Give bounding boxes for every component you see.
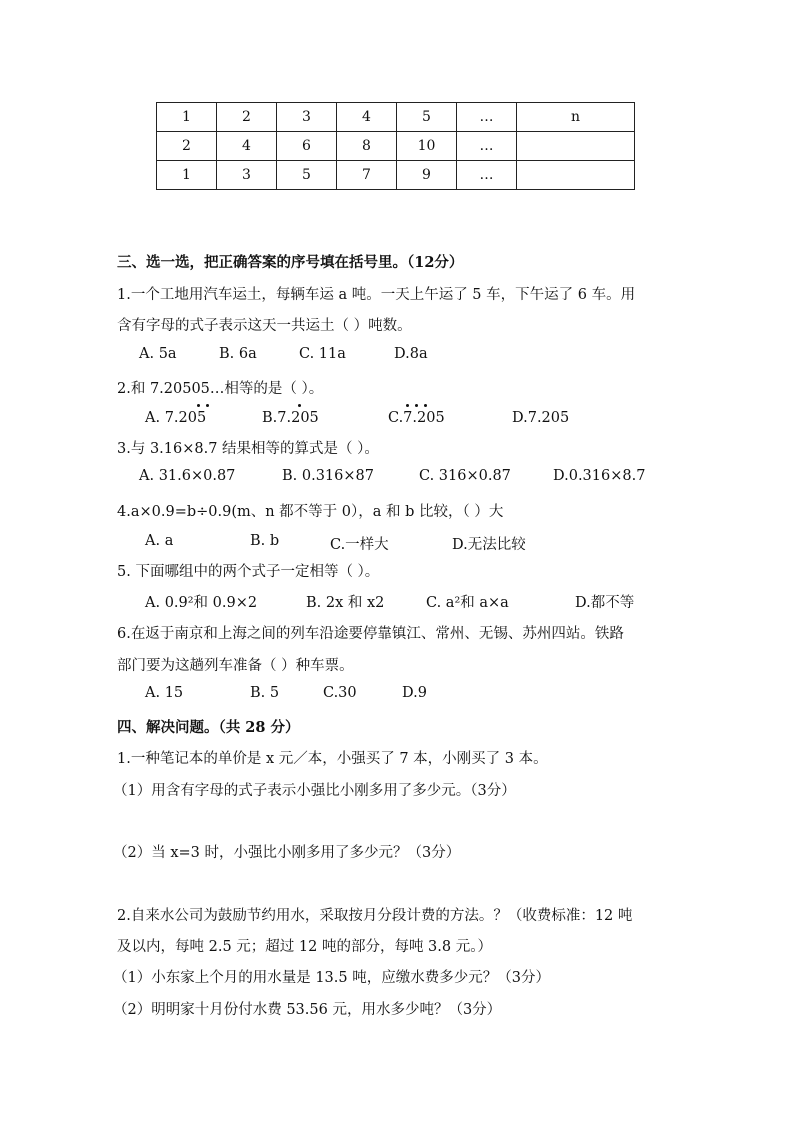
problem-2-part-1: （1）小东家上个月的用水量是 13.5 吨，应缴水费多少元？（3分）: [113, 970, 550, 986]
question-1-line-1: 1.一个工地用汽车运土，每辆车运 a 吨。一天上午运了 5 车，下午运了 6 车。用: [117, 287, 636, 303]
table-cell: 5: [277, 161, 337, 190]
table-row: [157, 132, 635, 161]
q6-option-d: D.9: [402, 685, 427, 701]
q2-option-b: B.7.205: [262, 410, 319, 426]
q4-option-a: A. a: [145, 533, 174, 549]
table-cell: …: [457, 161, 517, 190]
table-row: [157, 161, 635, 190]
section-4-title: 四、解决问题。（共 28 分）: [117, 719, 300, 736]
question-5-line-1: 5. 下面哪组中的两个式子一定相等（ ）。: [117, 564, 380, 580]
q5-option-a: A. 0.9²和 0.9×2: [145, 595, 258, 611]
table-cell: 5: [397, 103, 457, 132]
table-cell: 2: [157, 132, 217, 161]
q5-option-b: B. 2x 和 x2: [306, 595, 385, 611]
table-cell: …: [457, 132, 517, 161]
repeat-dot: [206, 404, 209, 407]
table-cell: 6: [277, 132, 337, 161]
q1-option-d: D.8a: [394, 346, 428, 362]
section-3-title: 三、选一选，把正确答案的序号填在括号里。（12分）: [117, 254, 464, 271]
table-cell: [517, 161, 635, 190]
q4-option-b: B. b: [250, 533, 280, 549]
number-pattern-table: [156, 102, 635, 190]
q3-option-a: A. 31.6×0.87: [139, 468, 236, 484]
q2-option-c: C.7.205: [388, 410, 445, 426]
table-cell: n: [517, 103, 635, 132]
question-6-line-1: 6.在返于南京和上海之间的列车沿途要停靠镇江、常州、无锡、苏州四站。铁路: [117, 626, 624, 642]
problem-1-part-1: （1）用含有字母的式子表示小强比小刚多用了多少元。（3分）: [113, 783, 516, 799]
table-cell: 3: [217, 161, 277, 190]
q2-option-a: A. 7.205: [145, 410, 207, 426]
table-cell: 3: [277, 103, 337, 132]
repeat-dot: [197, 404, 200, 407]
table-cell: [517, 132, 635, 161]
table-cell: 1: [157, 103, 217, 132]
problem-2-part-2: （2）明明家十月份付水费 53.56 元，用水多少吨？（3分）: [113, 1002, 502, 1018]
table-cell: 4: [217, 132, 277, 161]
repeat-dot: [424, 404, 427, 407]
table-cell: 8: [337, 132, 397, 161]
problem-2-stem-line-1: 2.自来水公司为鼓励节约用水，采取按月分段计费的方法。？（收费标准：12 吨: [117, 908, 633, 924]
question-3-line-1: 3.与 3.16×8.7 结果相等的算式是（ ）。: [117, 441, 379, 457]
table-cell: 7: [337, 161, 397, 190]
q6-option-b: B. 5: [250, 685, 280, 701]
q3-option-d: D.0.316×8.7: [553, 468, 646, 484]
q3-option-b: B. 0.316×87: [282, 468, 374, 484]
question-1-line-2: 含有字母的式子表示这天一共运土（ ）吨数。: [117, 318, 412, 334]
table-cell: 2: [217, 103, 277, 132]
problem-2-stem-line-2: 及以内，每吨 2.5 元；超过 12 吨的部分，每吨 3.8 元。）: [117, 939, 492, 955]
table-cell: …: [457, 103, 517, 132]
table-cell: 9: [397, 161, 457, 190]
q5-option-d: D.都不等: [575, 595, 635, 611]
q1-option-c: C. 11a: [299, 346, 346, 362]
q5-option-c: C. a²和 a×a: [426, 595, 509, 611]
table-cell: 1: [157, 161, 217, 190]
table-cell: 10: [397, 132, 457, 161]
repeat-dot: [298, 404, 301, 407]
problem-1-part-2: （2）当 x=3 时，小强比小刚多用了多少元？（3分）: [113, 845, 461, 861]
q4-option-c: C.一样大: [330, 537, 389, 553]
problem-1-stem: 1.一种笔记本的单价是 x 元／本，小强买了 7 本，小刚买了 3 本。: [117, 751, 548, 767]
q4-option-d: D.无法比较: [452, 537, 526, 553]
q6-option-a: A. 15: [145, 685, 184, 701]
q1-option-a: A. 5a: [139, 346, 177, 362]
q2-option-d: D.7.205: [512, 410, 570, 426]
repeat-dot: [406, 404, 409, 407]
q6-option-c: C.30: [323, 685, 357, 701]
repeat-dot: [415, 404, 418, 407]
question-4-line-1: 4.a×0.9=b÷0.9(m、n 都不等于 0），a 和 b 比较，（ ）大: [117, 504, 504, 520]
question-2-line-1: 2.和 7.20505…相等的是（ ）。: [117, 381, 324, 397]
table-row: [157, 103, 635, 132]
q3-option-c: C. 316×0.87: [419, 468, 511, 484]
table-cell: 4: [337, 103, 397, 132]
question-6-line-2: 部门要为这趟列车准备（ ）种车票。: [117, 658, 354, 674]
q1-option-b: B. 6a: [219, 346, 257, 362]
